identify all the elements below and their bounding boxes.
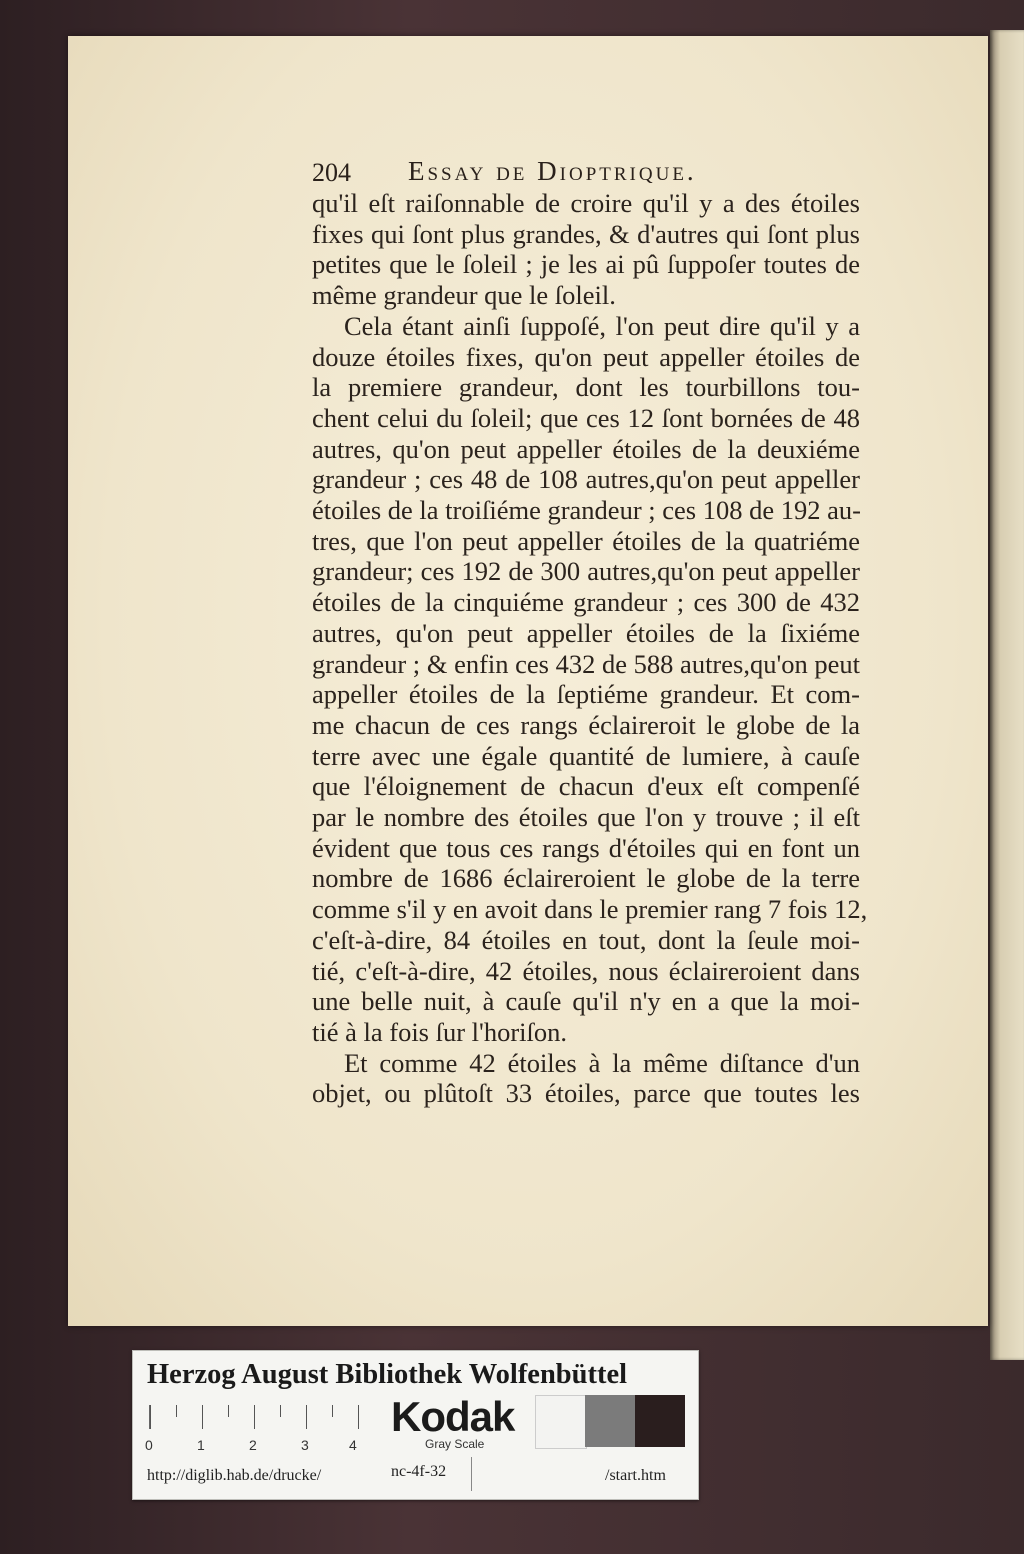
ruler-tick — [150, 1405, 151, 1429]
text-line: que l'éloignement de chacun d'eux eſt compenſé — [312, 771, 860, 802]
text-line: tié, c'eſt-à-dire, 42 étoiles, nous éclaireroient dans — [312, 955, 860, 986]
ruler-tick — [332, 1405, 333, 1417]
text-line: autres, qu'on peut appeller étoiles de la deuxiéme — [312, 433, 860, 464]
library-color-card — [132, 1350, 699, 1500]
url-prefix: http://diglib.hab.de/drucke/ — [147, 1467, 322, 1484]
text-line: autres, qu'on peut appeller étoiles de la ſixiéme — [312, 617, 860, 648]
gray-scale-label: Gray Scale — [425, 1437, 485, 1451]
text-line: étoiles de la cinquiéme grandeur ; ces 300 de 432 — [312, 587, 860, 618]
gray-swatch-light — [535, 1395, 587, 1449]
text-line: appeller étoiles de la ſeptiéme grandeur. Et com- — [312, 679, 860, 710]
text-line: Et comme 42 étoiles à la même diſtance d'un — [344, 1047, 860, 1078]
text-line: la premiere grandeur, dont les tourbillons tou- — [312, 372, 860, 403]
page-header — [312, 152, 872, 192]
ruler-number: 3 — [301, 1437, 309, 1453]
text-line: étoiles de la troiſiéme grandeur ; ces 108 de 192 au- — [312, 495, 861, 526]
text-line: même grandeur que le ſoleil. — [312, 280, 616, 311]
text-line: qu'il eſt raiſonnable de croire qu'il y a des étoiles — [312, 188, 860, 218]
kodak-logo: Kodak — [391, 1393, 515, 1440]
text-line: chent celui du ſoleil; que ces 12 ſont bornées de 48 — [312, 402, 860, 433]
text-line: me chacun de ces rangs éclaireroit le globe de la — [312, 709, 860, 740]
ruler-number: 0 — [145, 1437, 153, 1453]
gray-swatch-mid — [585, 1395, 635, 1447]
text-line: nombre de 1686 éclaireroient le globe de la terre — [312, 863, 860, 894]
url-suffix: /start.htm — [605, 1467, 666, 1484]
text-line: Cela étant ainſi ſuppoſé, l'on peut dire qu'il y a — [344, 310, 860, 341]
text-line: grandeur; ces 192 de 300 autres,qu'on peut appeller — [312, 556, 860, 587]
facing-page-edge — [990, 30, 1024, 1360]
ruler-number: 1 — [197, 1437, 205, 1453]
text-line: par le nombre des étoiles que l'on y trouve ; il eſt — [312, 802, 860, 833]
text-line: douze étoiles fixes, qu'on peut appeller étoiles de — [312, 341, 860, 372]
ruler-tick — [254, 1405, 255, 1429]
text-line: c'eſt-à-dire, 84 étoiles en tout, dont la ſeule moi- — [312, 924, 860, 955]
text-line: fixes qui ſont plus grandes, & d'autres qui ſont plus — [312, 218, 860, 249]
running-title: Essay de Dioptrique. — [408, 156, 697, 186]
page-number: 204 — [312, 158, 351, 187]
scale-ruler — [149, 1405, 370, 1429]
text-line: tres, que l'on peut appeller étoiles de la quatriéme — [312, 525, 860, 556]
ruler-number: 2 — [249, 1437, 257, 1453]
text-line: grandeur ; ces 48 de 108 autres,qu'on peut appeller — [312, 464, 860, 495]
ruler-tick — [202, 1405, 203, 1429]
text-line: comme s'il y en avoit dans le premier rang 7 fois 12, — [312, 894, 868, 925]
text-line: grandeur ; & enfin ces 432 de 588 autres,qu'on peut — [312, 648, 860, 679]
ruler-tick — [306, 1405, 307, 1429]
text-line: tié à la fois ſur l'horiſon. — [312, 1016, 567, 1047]
ruler-tick — [176, 1405, 177, 1417]
ruler-tick — [228, 1405, 229, 1417]
body-text — [312, 188, 868, 1109]
text-line: objet, ou plûtoſt 33 étoiles, parce que toutes les — [312, 1078, 860, 1109]
library-name: Herzog August Bibliothek Wolfenbüttel — [147, 1359, 628, 1390]
text-line: une belle nuit, à cauſe qu'il n'y en a que la moi- — [312, 986, 860, 1017]
ruler-tick — [280, 1405, 281, 1417]
ruler-tick — [358, 1405, 359, 1429]
label-divider — [471, 1457, 472, 1491]
shelfmark: nc-4f-32 — [391, 1463, 447, 1480]
text-line: petites que le ſoleil ; je les ai pû ſuppoſer toutes de — [312, 249, 860, 280]
gray-swatch-dark — [635, 1395, 685, 1447]
ruler-number: 4 — [349, 1437, 357, 1453]
text-line: terre avec une égale quantité de lumiere, à cauſe — [312, 740, 860, 771]
text-line: évident que tous ces rangs d'étoiles qui en font un — [312, 832, 860, 863]
